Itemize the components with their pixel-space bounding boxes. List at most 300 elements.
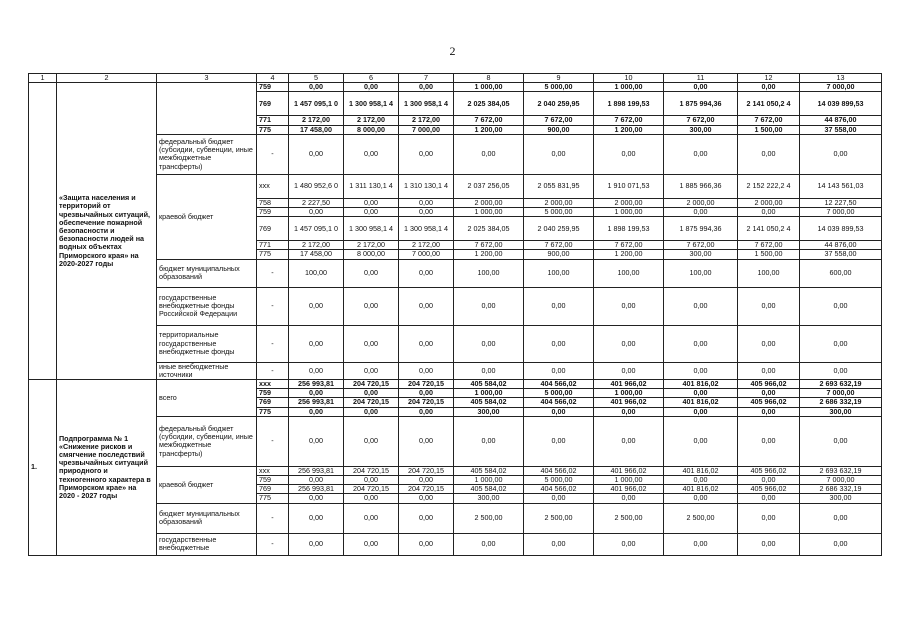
- value-cell: 0,00: [344, 208, 399, 217]
- code-cell: 775: [257, 125, 289, 134]
- code-cell: -: [257, 416, 289, 466]
- value-cell: 0,00: [738, 503, 800, 533]
- value-cell: 0,00: [800, 416, 882, 466]
- value-cell: 0,00: [454, 287, 524, 325]
- value-cell: 7 000,00: [800, 476, 882, 485]
- code-cell: -: [257, 287, 289, 325]
- value-cell: 7 672,00: [738, 241, 800, 250]
- value-cell: 2 686 332,19: [800, 485, 882, 494]
- value-cell: 0,00: [594, 416, 664, 466]
- code-cell: ххх: [257, 174, 289, 198]
- value-cell: 2 686 332,19: [800, 398, 882, 407]
- value-cell: 0,00: [738, 134, 800, 174]
- value-cell: 300,00: [454, 494, 524, 503]
- value-cell: 0,00: [289, 503, 344, 533]
- column-header: 3: [157, 74, 257, 83]
- page-number: 2: [449, 44, 456, 58]
- source-label-regional: краевой бюджет: [157, 466, 257, 503]
- value-cell: 0,00: [738, 416, 800, 466]
- table-row: [29, 503, 882, 533]
- code-cell: 771: [257, 241, 289, 250]
- value-cell: 1 000,00: [454, 83, 524, 92]
- value-cell: 0,00: [454, 362, 524, 379]
- source-label-federal: федеральный бюджет (субсидии, субвенции, иные межбюджетные трансферты): [157, 134, 257, 174]
- value-cell: 1 875 994,36: [664, 92, 738, 116]
- value-cell: 2 172,00: [289, 116, 344, 125]
- code-cell: ххх: [257, 466, 289, 475]
- value-cell: 7 672,00: [664, 241, 738, 250]
- code-cell: 759: [257, 476, 289, 485]
- table-row: [29, 174, 882, 198]
- value-cell: 900,00: [524, 250, 594, 259]
- value-cell: 300,00: [454, 407, 524, 416]
- value-cell: 0,00: [524, 134, 594, 174]
- value-cell: 0,00: [594, 325, 664, 362]
- value-cell: 0,00: [524, 416, 594, 466]
- column-header: 11: [664, 74, 738, 83]
- value-cell: 300,00: [664, 250, 738, 259]
- value-cell: 256 993,81: [289, 485, 344, 494]
- value-cell: 404 566,02: [524, 398, 594, 407]
- row-index-cell: [29, 83, 57, 380]
- value-cell: 7 672,00: [454, 116, 524, 125]
- code-cell: 775: [257, 494, 289, 503]
- value-cell: 100,00: [664, 259, 738, 287]
- code-cell: 775: [257, 250, 289, 259]
- value-cell: 0,00: [289, 134, 344, 174]
- value-cell: 404 566,02: [524, 380, 594, 389]
- column-header: 13: [800, 74, 882, 83]
- value-cell: 204 720,15: [344, 398, 399, 407]
- value-cell: 100,00: [454, 259, 524, 287]
- value-cell: 900,00: [524, 125, 594, 134]
- value-cell: 100,00: [738, 259, 800, 287]
- value-cell: 2 040 259,95: [524, 92, 594, 116]
- value-cell: 0,00: [399, 407, 454, 416]
- source-label-state-funds: государственные внебюджетные: [157, 533, 257, 555]
- value-cell: 2 040 259,95: [524, 217, 594, 241]
- value-cell: 0,00: [454, 533, 524, 555]
- value-cell: 2 025 384,05: [454, 92, 524, 116]
- value-cell: 1 200,00: [594, 250, 664, 259]
- value-cell: 5 000,00: [524, 389, 594, 398]
- value-cell: 0,00: [738, 389, 800, 398]
- code-cell: 769: [257, 485, 289, 494]
- value-cell: 0,00: [399, 362, 454, 379]
- value-cell: 2 172,00: [344, 116, 399, 125]
- value-cell: 2 172,00: [399, 116, 454, 125]
- value-cell: 0,00: [664, 494, 738, 503]
- value-cell: 0,00: [524, 407, 594, 416]
- source-label-federal: федеральный бюджет (субсидии, субвенции, иные межбюджетные трансферты): [157, 416, 257, 466]
- value-cell: 0,00: [399, 494, 454, 503]
- value-cell: 1 300 958,1 4: [399, 92, 454, 116]
- code-cell: 759: [257, 389, 289, 398]
- table-row: [29, 362, 882, 379]
- table-row: [29, 325, 882, 362]
- source-cell-empty: [157, 83, 257, 135]
- value-cell: 0,00: [399, 476, 454, 485]
- value-cell: 204 720,15: [399, 398, 454, 407]
- value-cell: 0,00: [454, 325, 524, 362]
- value-cell: 2 227,50: [289, 198, 344, 207]
- value-cell: 0,00: [289, 362, 344, 379]
- column-header: 5: [289, 74, 344, 83]
- value-cell: 37 558,00: [800, 125, 882, 134]
- column-header: 2: [57, 74, 157, 83]
- value-cell: 1 000,00: [594, 208, 664, 217]
- value-cell: 0,00: [738, 83, 800, 92]
- value-cell: 405 584,02: [454, 398, 524, 407]
- value-cell: 2 141 050,2 4: [738, 217, 800, 241]
- value-cell: 404 566,02: [524, 485, 594, 494]
- value-cell: 1 000,00: [594, 389, 664, 398]
- value-cell: 300,00: [800, 407, 882, 416]
- row-index-cell: 1.: [29, 380, 57, 556]
- value-cell: 0,00: [664, 362, 738, 379]
- value-cell: 401 966,02: [594, 485, 664, 494]
- value-cell: 0,00: [399, 389, 454, 398]
- value-cell: 0,00: [800, 362, 882, 379]
- value-cell: 405 584,02: [454, 485, 524, 494]
- value-cell: 2 055 831,95: [524, 174, 594, 198]
- value-cell: 0,00: [738, 494, 800, 503]
- value-cell: 1 300 958,1 4: [399, 217, 454, 241]
- value-cell: 0,00: [738, 325, 800, 362]
- value-cell: 401 966,02: [594, 466, 664, 475]
- value-cell: 5 000,00: [524, 208, 594, 217]
- value-cell: 2 000,00: [594, 198, 664, 207]
- value-cell: 0,00: [738, 362, 800, 379]
- value-cell: 2 000,00: [738, 198, 800, 207]
- value-cell: 0,00: [524, 494, 594, 503]
- value-cell: 0,00: [344, 287, 399, 325]
- value-cell: 0,00: [664, 407, 738, 416]
- table-row: [29, 83, 882, 92]
- code-cell: -: [257, 259, 289, 287]
- value-cell: 0,00: [399, 134, 454, 174]
- value-cell: 0,00: [344, 407, 399, 416]
- value-cell: 1 300 958,1 4: [344, 217, 399, 241]
- value-cell: 7 672,00: [738, 116, 800, 125]
- column-header: 10: [594, 74, 664, 83]
- code-cell: ххх: [257, 380, 289, 389]
- value-cell: 1 500,00: [738, 250, 800, 259]
- table-row: [29, 380, 882, 389]
- value-cell: 401 816,02: [664, 485, 738, 494]
- source-label-state-funds: государственные внебюджетные фонды Российской Федерации: [157, 287, 257, 325]
- value-cell: 0,00: [289, 325, 344, 362]
- value-cell: 0,00: [664, 325, 738, 362]
- value-cell: 7 672,00: [524, 116, 594, 125]
- budget-table: [28, 73, 882, 556]
- value-cell: 401 966,02: [594, 380, 664, 389]
- value-cell: 2 693 632,19: [800, 380, 882, 389]
- value-cell: 7 672,00: [664, 116, 738, 125]
- source-label-total: всего: [157, 380, 257, 417]
- value-cell: 0,00: [344, 259, 399, 287]
- value-cell: 2 500,00: [454, 503, 524, 533]
- value-cell: 0,00: [289, 416, 344, 466]
- table-row: [29, 466, 882, 475]
- value-cell: 204 720,15: [399, 485, 454, 494]
- value-cell: 204 720,15: [344, 466, 399, 475]
- value-cell: 2 000,00: [454, 198, 524, 207]
- value-cell: 256 993,81: [289, 466, 344, 475]
- column-header: 7: [399, 74, 454, 83]
- value-cell: 0,00: [399, 325, 454, 362]
- code-cell: 775: [257, 407, 289, 416]
- value-cell: 1 875 994,36: [664, 217, 738, 241]
- value-cell: 0,00: [800, 533, 882, 555]
- value-cell: 14 143 561,03: [800, 174, 882, 198]
- value-cell: 401 966,02: [594, 398, 664, 407]
- value-cell: 7 000,00: [399, 125, 454, 134]
- value-cell: 44 876,00: [800, 241, 882, 250]
- value-cell: 2 000,00: [664, 198, 738, 207]
- code-cell: -: [257, 325, 289, 362]
- value-cell: 0,00: [664, 134, 738, 174]
- value-cell: 0,00: [800, 325, 882, 362]
- value-cell: 1 500,00: [738, 125, 800, 134]
- value-cell: 204 720,15: [344, 380, 399, 389]
- value-cell: 7 672,00: [594, 116, 664, 125]
- value-cell: 0,00: [344, 362, 399, 379]
- code-cell: -: [257, 503, 289, 533]
- source-label-other-sources: иные внебюджетные источники: [157, 362, 257, 379]
- value-cell: 100,00: [289, 259, 344, 287]
- value-cell: 300,00: [800, 494, 882, 503]
- value-cell: 7 000,00: [800, 208, 882, 217]
- column-header: 12: [738, 74, 800, 83]
- value-cell: 0,00: [399, 287, 454, 325]
- code-cell: -: [257, 362, 289, 379]
- value-cell: 0,00: [594, 494, 664, 503]
- value-cell: 0,00: [344, 83, 399, 92]
- value-cell: 1 200,00: [594, 125, 664, 134]
- value-cell: 0,00: [289, 208, 344, 217]
- value-cell: 1 898 199,53: [594, 217, 664, 241]
- value-cell: 8 000,00: [344, 125, 399, 134]
- value-cell: 405 966,02: [738, 466, 800, 475]
- value-cell: 300,00: [664, 125, 738, 134]
- value-cell: 2 500,00: [594, 503, 664, 533]
- value-cell: 1 480 952,6 0: [289, 174, 344, 198]
- value-cell: 0,00: [738, 208, 800, 217]
- value-cell: 1 885 966,36: [664, 174, 738, 198]
- value-cell: 7 672,00: [524, 241, 594, 250]
- value-cell: 0,00: [664, 208, 738, 217]
- value-cell: 0,00: [664, 533, 738, 555]
- value-cell: 0,00: [454, 416, 524, 466]
- value-cell: 37 558,00: [800, 250, 882, 259]
- value-cell: 0,00: [594, 533, 664, 555]
- value-cell: 1 457 095,1 0: [289, 217, 344, 241]
- value-cell: 2 172,00: [344, 241, 399, 250]
- source-label-municipal: бюджет муниципальных образований: [157, 259, 257, 287]
- value-cell: 1 000,00: [594, 83, 664, 92]
- value-cell: 2 500,00: [524, 503, 594, 533]
- value-cell: 0,00: [344, 503, 399, 533]
- value-cell: 7 000,00: [800, 83, 882, 92]
- code-cell: 758: [257, 198, 289, 207]
- value-cell: 0,00: [289, 83, 344, 92]
- source-label-regional: краевой бюджет: [157, 174, 257, 259]
- table-row: [29, 416, 882, 466]
- value-cell: 0,00: [344, 134, 399, 174]
- value-cell: 0,00: [594, 287, 664, 325]
- value-cell: 2 152 222,2 4: [738, 174, 800, 198]
- value-cell: 1 000,00: [594, 476, 664, 485]
- value-cell: 0,00: [399, 259, 454, 287]
- value-cell: 0,00: [289, 476, 344, 485]
- value-cell: 0,00: [664, 416, 738, 466]
- value-cell: 405 966,02: [738, 398, 800, 407]
- value-cell: 2 172,00: [399, 241, 454, 250]
- column-header: 9: [524, 74, 594, 83]
- value-cell: 0,00: [738, 407, 800, 416]
- value-cell: 401 816,02: [664, 398, 738, 407]
- value-cell: 2 172,00: [289, 241, 344, 250]
- value-cell: 1 310 130,1 4: [399, 174, 454, 198]
- code-cell: 769: [257, 92, 289, 116]
- table-row: [29, 533, 882, 555]
- value-cell: 405 584,02: [454, 466, 524, 475]
- code-cell: 759: [257, 83, 289, 92]
- program-name: «Защита населения и территорий от чрезвычайных ситуаций, обеспечение пожарной безопасности и безопасности людей на водных объектах Приморского края» на 2020-2027 годы: [57, 83, 157, 380]
- code-cell: -: [257, 134, 289, 174]
- value-cell: 7 000,00: [399, 250, 454, 259]
- value-cell: 0,00: [344, 325, 399, 362]
- table-row: [29, 287, 882, 325]
- value-cell: 0,00: [399, 503, 454, 533]
- value-cell: 1 000,00: [454, 389, 524, 398]
- value-cell: 1 000,00: [454, 208, 524, 217]
- source-label-territorial-funds: территориальные государственные внебюджетные фонды: [157, 325, 257, 362]
- value-cell: 401 816,02: [664, 466, 738, 475]
- table-row: [29, 134, 882, 174]
- value-cell: 0,00: [594, 134, 664, 174]
- value-cell: 256 993,81: [289, 380, 344, 389]
- value-cell: 2 037 256,05: [454, 174, 524, 198]
- value-cell: 12 227,50: [800, 198, 882, 207]
- value-cell: 204 720,15: [399, 380, 454, 389]
- value-cell: 100,00: [594, 259, 664, 287]
- value-cell: 0,00: [664, 389, 738, 398]
- value-cell: 0,00: [664, 287, 738, 325]
- value-cell: 7 000,00: [800, 389, 882, 398]
- value-cell: 0,00: [399, 198, 454, 207]
- value-cell: 14 039 899,53: [800, 217, 882, 241]
- value-cell: 0,00: [594, 407, 664, 416]
- column-header: 6: [344, 74, 399, 83]
- value-cell: 1 898 199,53: [594, 92, 664, 116]
- value-cell: 1 300 958,1 4: [344, 92, 399, 116]
- value-cell: 17 458,00: [289, 125, 344, 134]
- value-cell: 0,00: [399, 83, 454, 92]
- value-cell: 0,00: [524, 533, 594, 555]
- value-cell: 2 025 384,05: [454, 217, 524, 241]
- value-cell: 401 816,02: [664, 380, 738, 389]
- table-row: [29, 259, 882, 287]
- value-cell: 0,00: [738, 476, 800, 485]
- value-cell: 405 584,02: [454, 380, 524, 389]
- value-cell: 17 458,00: [289, 250, 344, 259]
- value-cell: 7 672,00: [594, 241, 664, 250]
- value-cell: 0,00: [800, 287, 882, 325]
- value-cell: 0,00: [344, 494, 399, 503]
- column-header: 1: [29, 74, 57, 83]
- value-cell: 256 993,81: [289, 398, 344, 407]
- value-cell: 0,00: [344, 389, 399, 398]
- value-cell: 1 200,00: [454, 125, 524, 134]
- value-cell: 0,00: [289, 287, 344, 325]
- value-cell: 0,00: [399, 416, 454, 466]
- value-cell: 0,00: [289, 494, 344, 503]
- value-cell: 1 457 095,1 0: [289, 92, 344, 116]
- code-cell: 769: [257, 398, 289, 407]
- value-cell: 0,00: [524, 362, 594, 379]
- value-cell: 1 000,00: [454, 476, 524, 485]
- value-cell: 2 693 632,19: [800, 466, 882, 475]
- value-cell: 0,00: [800, 503, 882, 533]
- column-header: 4: [257, 74, 289, 83]
- value-cell: 0,00: [289, 389, 344, 398]
- value-cell: 2 141 050,2 4: [738, 92, 800, 116]
- code-cell: 769: [257, 217, 289, 241]
- value-cell: 0,00: [524, 325, 594, 362]
- value-cell: 0,00: [664, 476, 738, 485]
- value-cell: 1 200,00: [454, 250, 524, 259]
- value-cell: 2 000,00: [524, 198, 594, 207]
- value-cell: 0,00: [399, 533, 454, 555]
- value-cell: 204 720,15: [399, 466, 454, 475]
- code-cell: 759: [257, 208, 289, 217]
- value-cell: 0,00: [344, 476, 399, 485]
- code-cell: -: [257, 533, 289, 555]
- column-header: 8: [454, 74, 524, 83]
- value-cell: 1 311 130,1 4: [344, 174, 399, 198]
- value-cell: 14 039 899,53: [800, 92, 882, 116]
- value-cell: 405 966,02: [738, 485, 800, 494]
- value-cell: 0,00: [738, 287, 800, 325]
- value-cell: 0,00: [738, 533, 800, 555]
- value-cell: 0,00: [289, 533, 344, 555]
- value-cell: 1 910 071,53: [594, 174, 664, 198]
- value-cell: 8 000,00: [344, 250, 399, 259]
- subprogram-name: Подпрограмма № 1 «Снижение рисков и смягчение последствий чрезвычайных ситуаций природного и техногенного характера в Приморском крае» на 2020 - 2027 годы: [57, 380, 157, 556]
- value-cell: 0,00: [800, 134, 882, 174]
- source-label-municipal: бюджет муниципальных образований: [157, 503, 257, 533]
- value-cell: 404 566,02: [524, 466, 594, 475]
- value-cell: 405 966,02: [738, 380, 800, 389]
- value-cell: 0,00: [344, 533, 399, 555]
- value-cell: 5 000,00: [524, 476, 594, 485]
- value-cell: 0,00: [344, 416, 399, 466]
- value-cell: 0,00: [289, 407, 344, 416]
- value-cell: 7 672,00: [454, 241, 524, 250]
- value-cell: 100,00: [524, 259, 594, 287]
- value-cell: 44 876,00: [800, 116, 882, 125]
- header-row: [29, 74, 882, 83]
- value-cell: 5 000,00: [524, 83, 594, 92]
- value-cell: 600,00: [800, 259, 882, 287]
- value-cell: 0,00: [594, 362, 664, 379]
- value-cell: 0,00: [524, 287, 594, 325]
- value-cell: 0,00: [399, 208, 454, 217]
- value-cell: 0,00: [454, 134, 524, 174]
- value-cell: 0,00: [664, 83, 738, 92]
